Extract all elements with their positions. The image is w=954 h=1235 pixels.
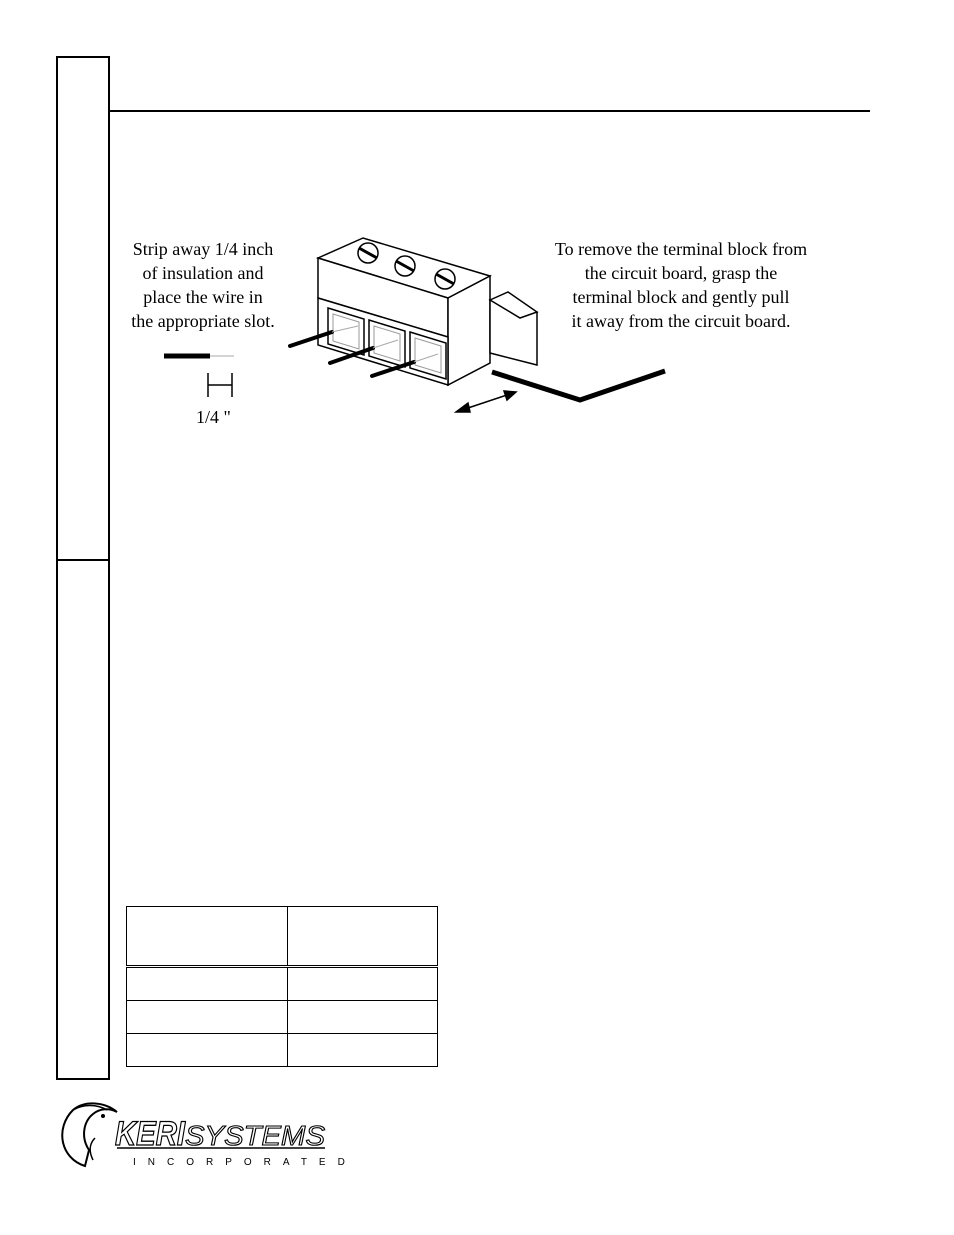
- screw-icon: [395, 256, 415, 276]
- table-header-row: [127, 907, 438, 967]
- logo-brand-suffix: SYSTEMS: [185, 1120, 326, 1151]
- caption-line: Strip away 1/4 inch: [132, 239, 274, 259]
- screw-icon: [435, 269, 455, 289]
- logo-tagline: INCORPORATED: [133, 1157, 357, 1168]
- caption-line: place the wire in: [143, 287, 263, 307]
- table-header-cell: [288, 907, 438, 967]
- table-cell: [127, 967, 288, 1001]
- caption-line: the appropriate slot.: [131, 311, 275, 331]
- caption-line: of insulation and: [142, 263, 264, 283]
- caption-line: it away from the circuit board.: [571, 311, 791, 331]
- keri-systems-logo: [55, 1098, 357, 1170]
- dimension-label: 1/4 ": [196, 407, 231, 427]
- table-row: [127, 967, 438, 1001]
- table-header-cell: [127, 907, 288, 967]
- terminal-block-illustration: [280, 228, 680, 428]
- table-row: [127, 1001, 438, 1034]
- logo-brand-prefix: KERI: [115, 1115, 187, 1153]
- stripped-wire-illustration: [160, 345, 250, 405]
- side-tab-upper: [56, 56, 110, 561]
- caption-line: terminal block and gently pull: [572, 287, 790, 307]
- table-cell: [127, 1001, 288, 1034]
- strip-wire-caption: [118, 237, 288, 333]
- table-cell: [127, 1034, 288, 1067]
- spec-table: [126, 906, 438, 1067]
- table-cell: [288, 1001, 438, 1034]
- caption-line: the circuit board, grasp the: [584, 263, 778, 283]
- table-cell: [288, 1034, 438, 1067]
- screw-icon: [358, 243, 378, 263]
- table-cell: [288, 967, 438, 1001]
- double-arrow-icon: [456, 391, 516, 412]
- caption-line: To remove the terminal block from: [554, 239, 808, 259]
- table-row: [127, 1034, 438, 1067]
- header-rule: [110, 110, 870, 112]
- side-tab-lower: [56, 561, 110, 1080]
